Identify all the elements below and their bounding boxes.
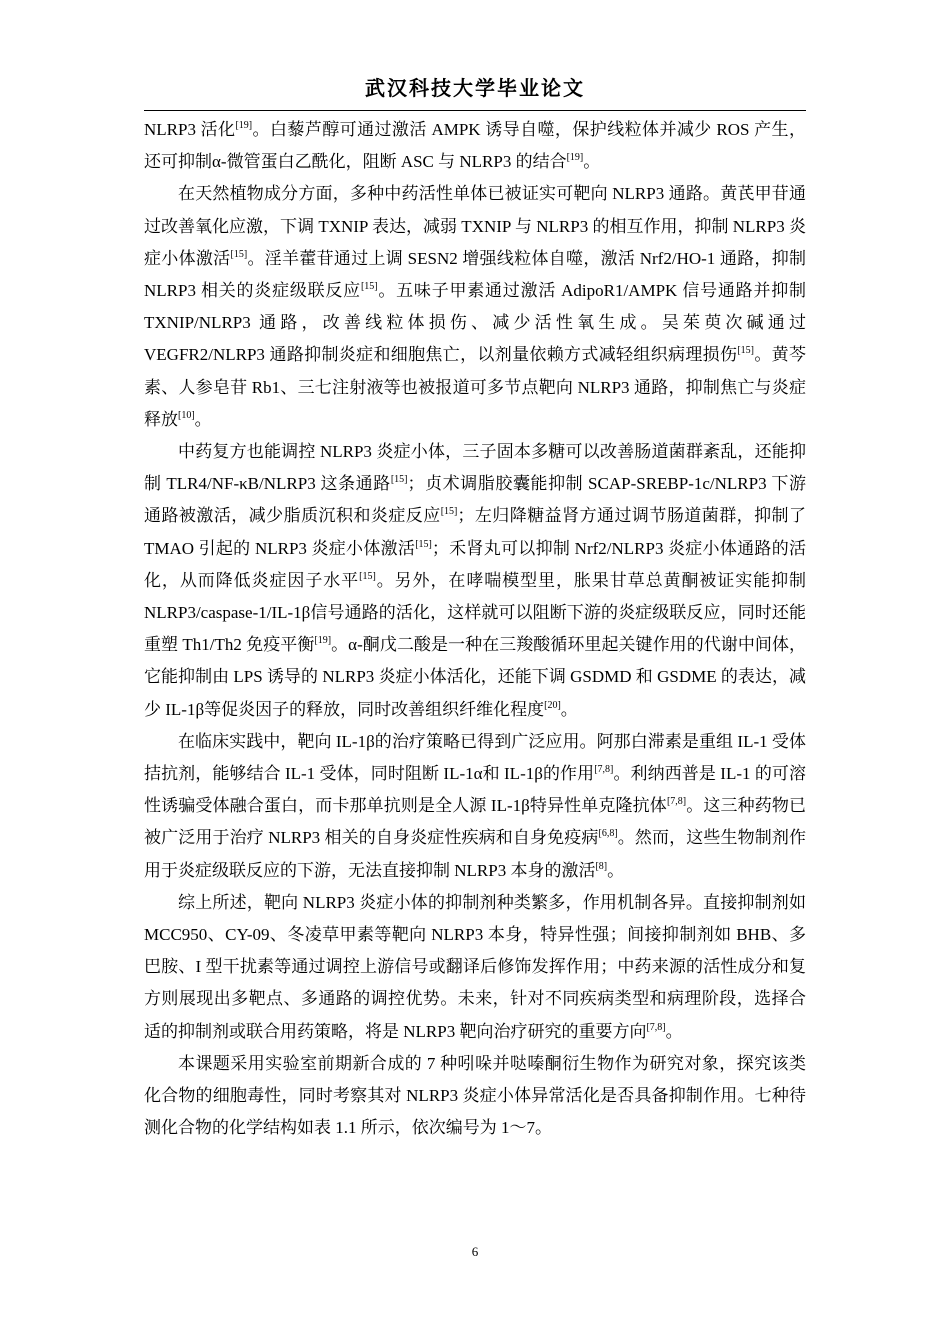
citation: [15] bbox=[360, 281, 378, 293]
text-run: 综上所述，靶向 NLRP3 炎症小体的抑制剂种类繁多，作用机制各异。直接抑制剂如 MCC950、CY-09、冬凌草甲素等靶向 NLRP3 本身，特异性强；间接抑制剂如 BHB、多巴胺、I 型干扰素等通过调控上游信号或翻译后修饰发挥作用；中药来源的活性成分和复方则展现出多靶点、多通路的调控优势。未来，针对不同疾病类型和病理阶段，选择合适的抑制剂或联合用药策略，将是 NLRP3 靶向治疗研究的重要方向 bbox=[144, 892, 806, 1041]
paragraph bbox=[144, 1048, 806, 1145]
text-run: 中药复方也能调控 NLRP3 炎症小体，三子固本多糖可以改善肠道菌群紊乱，还能抑制 TLR4/NF-κB/NLRP3 这条通路 bbox=[144, 442, 806, 494]
text-run: ；禾肾丸可以抑制 Nrf2/NLRP3 炎症小体通路的活化，从而降低炎症因子水平 bbox=[144, 538, 806, 590]
text-run: ；左归降糖益肾方通过调节肠道菌群，抑制了 TMAO 引起的 NLRP3 炎症小体激活 bbox=[144, 506, 807, 558]
paragraph bbox=[144, 436, 806, 726]
page-number: 6 bbox=[471, 1244, 479, 1259]
paragraph bbox=[144, 178, 806, 436]
text-run: 在临床实践中，靶向 IL-1β的治疗策略已得到广泛应用。阿那白滞素是重组 IL-1 受体拮抗剂，能够结合 IL-1 受体，同时阻断 IL-1α和 IL-1β的作用 bbox=[144, 731, 806, 784]
text-run: 。黄芩素、人参皂苷 Rb1、三七注射液等也被报道可多节点靶向 NLRP3 通路，抑制焦亡与炎症释放 bbox=[144, 345, 806, 429]
text-run: 在天然植物成分方面，多种中药活性单体已被证实可靶向 NLRP3 通路。黄芪甲苷通过改善氧化应激，下调 TXNIP 表达，减弱 TXNIP 与 NLRP3 的相互作用，抑制 NLRP3 炎症小体激活 bbox=[144, 184, 806, 268]
text-run: 。 bbox=[665, 1021, 683, 1041]
text-run: 。另外，在哮喘模型里，胀果甘草总黄酮被证实能抑制 NLRP3/caspase-1/IL-1β信号通路的活化，这样就可以阻断下游的炎症级联反应，同时还能重塑 Th1/Th2 免疫平衡 bbox=[144, 570, 806, 655]
citation: [7,8] bbox=[666, 796, 687, 808]
text-run: 。五味子甲素通过激活 AdipoR1/AMPK 信号通路并抑制 TXNIP/NLRP3 通路，改善线粒体损伤、减少活性氧生成。吴茱萸次碱通过 VEGFR2/NLRP3 通路抑制炎症和细胞焦亡，以剂量依赖方式减轻组织病理损伤 bbox=[144, 281, 806, 365]
citation: [19] bbox=[235, 120, 253, 131]
text-run: 。 bbox=[607, 860, 625, 880]
citation: [6,8] bbox=[598, 828, 618, 840]
citation: [15] bbox=[415, 538, 432, 550]
citation: [10] bbox=[178, 409, 195, 421]
text-run: 。 bbox=[560, 699, 578, 719]
citation: [15] bbox=[390, 474, 408, 486]
paragraph bbox=[144, 726, 806, 887]
citation: [15] bbox=[359, 570, 376, 582]
text-run: ；贞术调脂胶囊能抑制 SCAP-SREBP-1c/NLRP3 下游通路被激活，减少脂质沉积和炎症反应 bbox=[144, 474, 806, 526]
text-run: 。淫羊藿苷通过上调 SESN2 增强线粒体自噬，激活 Nrf2/HO-1 通路，抑制 NLRP3 相关的炎症级联反应 bbox=[144, 248, 807, 301]
text-run: 。然而，这些生物制剂作用于炎症级联反应的下游，无法直接抑制 NLRP3 本身的激活 bbox=[144, 828, 806, 880]
citation: [8] bbox=[595, 860, 608, 872]
text-run: 。白藜芦醇可通过激活 AMPK 诱导自噬，保护线粒体并减少 ROS 产生，还可抑制α-微管蛋白乙酰化，阻断 ASC 与 NLRP3 的结合 bbox=[144, 120, 806, 172]
citation: [7,8] bbox=[646, 1021, 666, 1033]
running-header: 武汉科技大学毕业论文 bbox=[365, 76, 585, 100]
paragraph bbox=[144, 887, 806, 1048]
paragraph bbox=[144, 114, 806, 178]
citation: [15] bbox=[230, 248, 248, 260]
text-run: 。利纳西普是 IL-1 的可溶性诱骗受体融合蛋白，而卡那单抗则是全人源 IL-1β特异性单克隆抗体 bbox=[144, 764, 806, 816]
citation: [20] bbox=[544, 699, 561, 711]
citation: [7,8] bbox=[594, 764, 614, 776]
text-run: 。α-酮戊二酸是一种在三羧酸循环里起关键作用的代谢中间体，它能抑制由 LPS 诱导的 NLRP3 炎症小体活化，还能下调 GSDMD 和 GSDME 的表达，减少 IL-1β等促炎因子的释放，同时改善组织纤维化程度 bbox=[144, 635, 806, 719]
text-run: 。 bbox=[583, 152, 601, 172]
text-run: 。这三种药物已被广泛用于治疗 NLRP3 相关的自身炎症性疾病和自身免疫病 bbox=[144, 796, 807, 848]
text-run: NLRP3 活化 bbox=[144, 120, 236, 139]
text-run: 本课题采用实验室前期新合成的 7 种吲哚并哒嗪酮衍生物作为研究对象，探究该类化合物的细胞毒性，同时考察其对 NLRP3 炎症小体异常活化是否具备抑制作用。七种待测化合物的化学结构如表 1.1 所示，依次编号为 1～7。 bbox=[144, 1053, 806, 1138]
header-rule bbox=[144, 110, 806, 111]
text-run: 。 bbox=[194, 409, 212, 429]
citation: [15] bbox=[737, 345, 755, 357]
citation: [19] bbox=[314, 635, 332, 647]
body-text bbox=[144, 114, 806, 1145]
citation: [15] bbox=[440, 506, 458, 518]
citation: [19] bbox=[566, 152, 584, 164]
